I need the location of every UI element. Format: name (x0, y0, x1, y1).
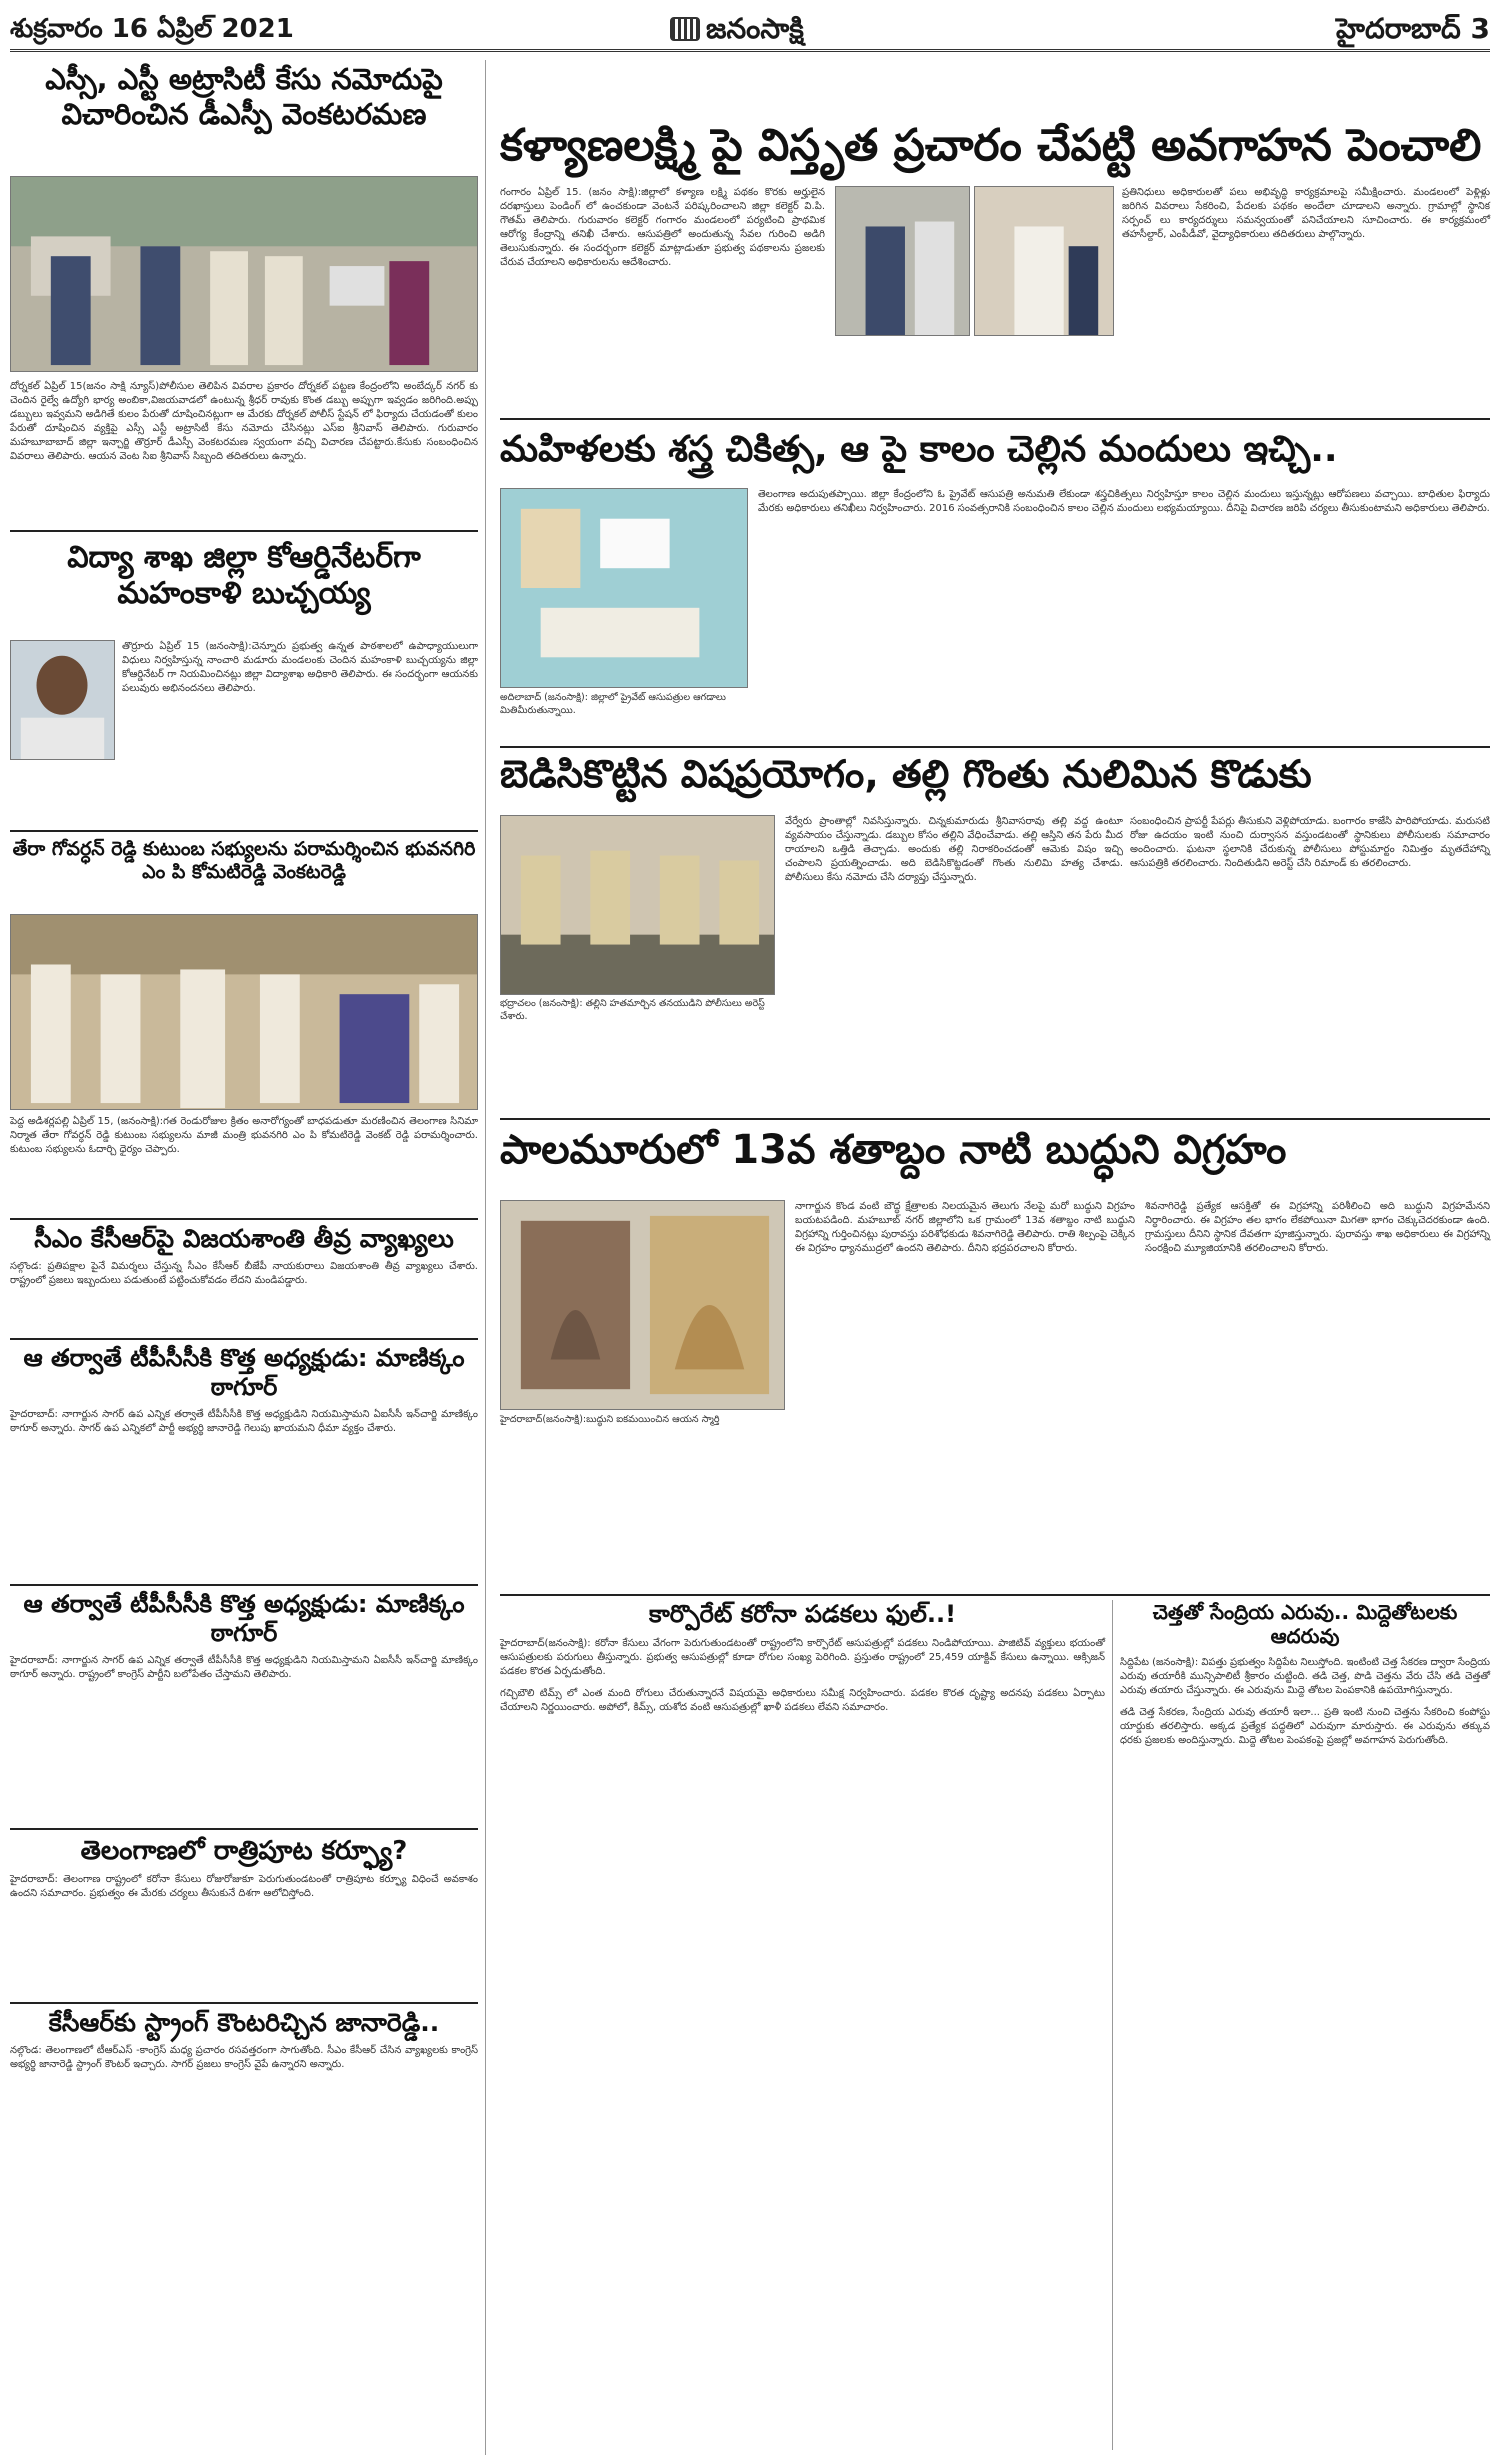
sc-st-headline: ఎస్సీ, ఎస్టీ అట్రాసిటీ కేసు నమోదుపై విచారించిన డీఎస్పీ వెంకటరమణ (45, 62, 443, 131)
article-vijayashanti (10, 1224, 478, 1288)
buddha-headline: పాలమూరులో 13వ శతాబ్దం నాటి బుద్ధుని విగ్రహం (500, 1127, 1287, 1173)
police-press-photo (500, 815, 775, 995)
article-vishaprayogam (500, 752, 1490, 798)
newspaper-logo (670, 12, 804, 52)
chettu-headline: చెత్తతో సేంద్రియ ఎరువు.. మిద్దెతోటలకు ఆదరువు (1152, 1600, 1458, 1648)
article-sc-st (10, 62, 478, 132)
vijayashanti-headline: సీఎం కేసీఆర్‌పై విజయశాంతి తీవ్ర వ్యాఖ్యలు (34, 1224, 454, 1253)
column-divider (485, 60, 486, 2455)
buchaiah-portrait (10, 640, 115, 760)
tpcc-1-body: హైదరాబాద్: నాగార్జున సాగర్ ఉప ఎన్నిక తర్వాతే టీపీసీసీకి కొత్త అధ్యక్షుడిని నియమిస్తామని ఏఐసీసీ ఇన్‌చార్జి మాణిక్కం ఠాగూర్ అన్నారు. సాగర్ ఉప ఎన్నికలో పార్టీ అభ్యర్థి జానారెడ్డి గెలుపు ఖాయమని ధీమా వ్యక్తం చేశారు. (10, 1408, 478, 1434)
separator (500, 1594, 1490, 1596)
vishaprayogam-body: వేర్వేరు ప్రాంతాల్లో నివసిస్తున్నారు. చిన్నకుమారుడు శ్రీనివాసరావు తల్లి వద్ద ఉంటూ వ్యవసాయం చేస్తున్నాడు. డబ్బుల కోసం తల్లిని వేధించేవాడు. తల్లి ఆస్తిని తన పేరు మీద రాయాలని ఒత్తిడి తెచ్చాడు. అందుకు తల్లి నిరాకరించడంతో ఆమెకు విషం ఇచ్చి చంపాలని ప్రయత్నించాడు. అది బెడిసికొట్టడంతో గొంతు నులిమి హత్య చేశాడు. పోలీసులు కేసు నమోదు చేసి దర్యాప్తు చేస్తున్నారు. (785, 816, 1123, 883)
article-mahilalu (500, 428, 1490, 471)
buddha-body: నాగార్జున కొండ వంటి బౌద్ధ క్షేత్రాలకు నిలయమైన తెలుగు నేలపై మరో బుద్ధుని విగ్రహం బయటపడింది. మహబూబ్ నగర్ జిల్లాలోని ఒక గ్రామంలో 13వ శతాబ్దం నాటి బుద్ధుని విగ్రహాన్ని గుర్తించినట్లు పురావస్తు పరిశోధకుడు శివనాగిరెడ్డి తెలిపారు. రాతి శిల్పంపై చెక్కిన ఈ విగ్రహం ధ్యానముద్రలో ఉందని తెలిపారు. దీనిని భద్రపరచాలని కోరారు. (795, 1201, 1135, 1254)
newspaper-name: జనంసాక్షి (706, 12, 804, 45)
tpcc-2-headline: ఆ తర్వాతే టీపీసీసీకి కొత్త అధ్యక్షుడు: మాణిక్కం ఠాగూర్ (23, 1590, 465, 1647)
article-buchaiah (10, 540, 478, 612)
collector-photo-1 (835, 186, 970, 336)
komatireddy-body: పెద్ద అడిశర్లపల్లి ఏప్రిల్ 15, (జనంసాక్షి):గత రెండురోజుల క్రితం అనారోగ్యంతో బాధపడుతూ మరణించిన తెలంగాణ సినిమా నిర్మాత తేరా గోవర్ధన్ రెడ్డి కుటుంబ సభ్యులను మాజీ మంత్రి భువనగిరి ఎం పి కోమటిరెడ్డి వెంకట్ రెడ్డి పరామర్శించారు. కుటుంబ సభ్యులను ఓదార్చి ధైర్యం చెప్పారు. (10, 1116, 478, 1155)
article-curfew (10, 1836, 478, 1901)
vishaprayogam-body-2: సంబంధించిన ప్రాపర్టీ పేపర్లు తీసుకుని వెళ్లిపోయాడు. బంగారం కాజేసి పారిపోయాడు. మరుసటి రోజు ఉదయం ఇంటి నుంచి దుర్వాసన వస్తుండటంతో స్థానికులు పోలీసులకు సమాచారం అందించారు. ఘటనా స్థలానికి చేరుకున్న పోలీసులు పోస్టుమార్టం నిమిత్తం మృతదేహాన్ని ఆసుపత్రికి తరలించారు. నిందితుడిని అరెస్ట్ చేసి రిమాండ్ కు తరలించారు. (1130, 816, 1490, 869)
sc-st-body: దోర్నకల్ ఏప్రిల్ 15(జనం సాక్షి న్యూస్)పోలీసుల తెలిపిన వివరాల ప్రకారం దోర్నకల్ పట్టణ కేంద్రంలోని అంబేద్కర్ నగర్ కు చెందిన రైల్వే ఉద్యోగి భార్య అంబికా,విజయవాడలో ఉంటున్న శ్రీధర్ రావుకు కొంత డబ్బు అప్పుగా ఇవ్వడం జరిగింది.అప్పు డబ్బులు ఇవ్వమని అడిగితే కులం పేరుతో దూషించినట్లుగా ఆ మేరకు దోర్నకల్ పోలీస్ స్టేషన్ లో ఫిర్యాదు చేయడంతో కులం పేరుతో దూషించిన వ్యక్తిపై ఎస్సీ ఎస్టీ అట్రాసిటీ కేసు నమోదు చేసినట్లు ఎస్ఐ శ్రీనివాస్ తెలిపారు. గురువారం మహబూబాబాద్ జిల్లా ఇన్చార్జి తొర్రూర్ డీఎస్పీ వెంకటరమణ స్వయంగా వచ్చి విచారణ చేపట్టారు.కేసుకు సంబంధించిన వివరాలు తెలిపారు. ఆయన వెంట సిఐ శ్రీనివాస్ సిబ్బంది తదితరులు ఉన్నారు. (10, 381, 478, 462)
issue-date: శుక్రవారం 16 ఏప్రిల్ 2021 (10, 14, 294, 44)
medicines-photo (500, 488, 748, 688)
masthead (10, 8, 1490, 52)
mahilalu-caption: అదిలాబాద్ (జనంసాక్షి): జిల్లాలో ప్రైవేట్ ఆసుపత్రుల ఆగడాలు మితిమీరుతున్నాయి. (500, 692, 726, 716)
buchaiah-body: తొర్రూరు ఏప్రిల్ 15 (జనంసాక్షి):చెన్నూరు ప్రభుత్వ ఉన్నత పాఠశాలలో ఉపాధ్యాయులుగా విధులు నిర్వహిస్తున్న నాంచారి మడూరు మండలంకు చెందిన మహంకాళి బుచ్చయ్యను జిల్లా కోఆర్డినేటర్ గా నియమించినట్లు జిల్లా విద్యాశాఖ అధికారి తెలిపారు. ఈ సందర్భంగా ఆయనకు పలువురు అభినందనలు తెలిపారు. (122, 641, 478, 694)
police-photo (10, 176, 478, 372)
kalyanalakshmi-body: గంగారం ఏప్రిల్ 15. (జనం సాక్షి):జిల్లాలో కళ్యాణ లక్ష్మి పథకం కొరకు అర్హులైన దరఖాస్తులు పెండింగ్ లో ఉంచకుండా వెంటనే పరిష్కరించాలని జిల్లా కలెక్టర్ వి.పి. గౌతమ్ తెలిపారు. గురువారం కలెక్టర్ గంగారం మండలంలో పర్యటించి ప్రాథమిక ఆరోగ్య కేంద్రాన్ని తనిఖీ చేశారు. ఆసుపత్రిలో అందుతున్న సేవల గురించి అడిగి తెలుసుకున్నారు. ఈ సందర్భంగా కలెక్టర్ మాట్లాడుతూ ప్రభుత్వ పథకాలను ప్రజలకు చేరువ చేయాలని అధికారులను ఆదేశించారు. (500, 187, 825, 268)
collector-photo-2 (974, 186, 1114, 336)
tpcc-2-body: హైదరాబాద్: నాగార్జున సాగర్ ఉప ఎన్నిక తర్వాతే టీపీసీసీకి కొత్త అధ్యక్షుడిని నియమిస్తామని ఏఐసీసీ ఇన్‌చార్జి మాణిక్కం ఠాగూర్ అన్నారు. రాష్ట్రంలో కాంగ్రెస్ పార్టీని బలోపేతం చేస్తామని తెలిపారు. (10, 1654, 478, 1680)
separator (500, 746, 1490, 748)
article-tpcc-1 (10, 1344, 478, 1436)
article-komatireddy (10, 838, 478, 884)
mahilalu-headline: మహిళలకు శస్త్ర చికిత్స, ఆ పై కాలం చెల్లిన మందులు ఇచ్చి.. (500, 429, 1338, 470)
edition-name: హైదరాబాద్ (1336, 12, 1461, 45)
komatireddy-photo (10, 914, 478, 1110)
janareddy-body: నల్గొండ: తెలంగాణలో టీఆర్ఎస్ -కాంగ్రెస్ మధ్య ప్రచారం రసవత్తరంగా సాగుతోంది. సీఎం కేసీఆర్ చేసిన వ్యాఖ్యలకు కాంగ్రెస్ అభ్యర్థి జానారెడ్డి స్ట్రాంగ్ కౌంటర్ ఇచ్చారు. సాగర్ ప్రజలు కాంగ్రెస్ వైపే ఉన్నారని అన్నారు. (10, 2045, 478, 2070)
logo-icon (670, 17, 700, 41)
column-divider (1112, 1600, 1113, 2450)
separator (10, 2002, 478, 2004)
article-kalyanalakshmi (500, 120, 1490, 173)
buchaiah-headline: విద్యా శాఖ జిల్లా కోఆర్డినేటర్‌గా మహంకాళి బుచ్చయ్య (67, 540, 421, 611)
article-corporate (500, 1600, 1105, 1715)
edition-page (1336, 12, 1490, 52)
vijayashanti-body: సల్గొండ: ప్రతిపక్షాల పైనే విమర్శలు చేస్తున్న సీఎం కేసీఆర్ బీజేపీ నాయకురాలు విజయశాంతి తీవ్ర వ్యాఖ్యలు చేశారు. రాష్ట్రంలో ప్రజలు ఇబ్బందులు పడుతుంటే పట్టించుకోవడం లేదని మండిపడ్డారు. (10, 1261, 478, 1286)
article-chettu (1120, 1600, 1490, 1748)
curfew-body: హైదరాబాద్: తెలంగాణ రాష్ట్రంలో కరోనా కేసులు రోజురోజుకూ పెరుగుతుండటంతో రాత్రిపూట కర్ఫ్యూ విధించే అవకాశం ఉందని సమాచారం. ప్రభుత్వం ఈ మేరకు చర్యలు తీసుకునే దిశగా ఆలోచిస్తోంది. (10, 1874, 478, 1900)
chettu-body: సిద్దిపేట (జనంసాక్షి): విపత్తు ప్రభుత్వం సిద్దిపేట నిలుస్తోంది. ఇంటింటి చెత్త సేకరణ ద్వారా సేంద్రియ ఎరువు తయారీకి మున్సిపాలిటీ శ్రీకారం చుట్టింది. తడి చెత్త, పొడి చెత్తను వేరు చేసి తడి చెత్తతో ఎరువు తయారు చేస్తున్నారు. ఈ ఎరువును మిద్దె తోటల పెంపకానికి ఉపయోగిస్తున్నారు. (1120, 1657, 1490, 1696)
page-number: 3 (1470, 12, 1490, 45)
separator (500, 418, 1490, 420)
separator (10, 1584, 478, 1586)
article-tpcc-2 (10, 1590, 478, 1682)
separator (500, 1118, 1490, 1120)
kalyanalakshmi-headline: కళ్యాణలక్ష్మి పై విస్తృత ప్రచారం చేపట్టి అవగాహన పెంచాలి (500, 120, 1482, 171)
separator (10, 1338, 478, 1340)
vishaprayogam-headline: బెడిసికొట్టిన విషప్రయోగం, తల్లి గొంతు నులిమిన కొడుకు (500, 752, 1312, 796)
curfew-headline: తెలంగాణలో రాత్రిపూట కర్ఫ్యూ? (80, 1836, 408, 1866)
separator (10, 530, 478, 532)
separator (10, 1218, 478, 1220)
mahilalu-body: తెలంగాణ అదుపుతప్పాయి. జిల్లా కేంద్రంలోని ఓ ప్రైవేట్ ఆసుపత్రి అనుమతి లేకుండా శస్త్రచికిత్సలు నిర్వహిస్తూ కాలం చెల్లిన మందులు ఇస్తున్నట్లు ఆరోపణలు వచ్చాయి. బాధితుల ఫిర్యాదు మేరకు అధికారులు తనిఖీలు నిర్వహించారు. 2016 సంవత్సరానికి సంబంధించిన కాలం చెల్లిన మందులు లభ్యమయ్యాయి. దీనిపై విచారణ జరిపి చర్యలు తీసుకుంటామని అధికారులు తెలిపారు. (758, 489, 1490, 514)
tpcc-1-headline: ఆ తర్వాతే టీపీసీసీకి కొత్త అధ్యక్షుడు: మాణిక్కం ఠాగూర్ (23, 1344, 465, 1401)
vishaprayogam-caption: భద్రాచలం (జనంసాక్షి): తల్లిని హతమార్చిన తనయుడిని పోలీసులు అరెస్ట్ చేశారు. (500, 998, 765, 1022)
separator (10, 1828, 478, 1830)
corporate-headline: కార్పొరేట్ కరోనా పడకలు ఫుల్..! (648, 1600, 957, 1628)
buddha-statue-photo (500, 1200, 785, 1410)
buddha-caption: హైదరాబాద్(జనంసాక్షి):బుద్ధుని ఐకమయించిన ఆయన స్మార్తి (500, 1414, 720, 1425)
buddha-body-2: శివనాగిరెడ్డి ప్రత్యేక ఆసక్తితో ఈ విగ్రహాన్ని పరిశీలించి అది బుద్ధుని విగ్రహమేనని నిర్ధారించారు. ఈ విగ్రహం తల భాగం లేకపోయినా మిగతా భాగం చెక్కుచెదరకుండా ఉంది. గ్రామస్తులు దీనిని స్థానిక దేవతగా పూజిస్తున్నారు. పురావస్తు శాఖ అధికారులు ఈ విగ్రహాన్ని సంరక్షించి మ్యూజియానికి తరలించాలని కోరారు. (1145, 1201, 1490, 1254)
corporate-body: హైదరాబాద్(జనంసాక్షి): కరోనా కేసులు వేగంగా పెరుగుతుండటంతో రాష్ట్రంలోని కార్పొరేట్ ఆసుపత్రుల్లో పడకలు నిండిపోయాయి. పాజిటివ్ వ్యక్తులు భయంతో ఆసుపత్రులకు పరుగులు తీస్తున్నారు. ప్రభుత్వ ఆసుపత్రుల్లో కూడా రోగుల సంఖ్య పెరిగింది. ప్రస్తుతం రాష్ట్రంలో 25,459 యాక్టివ్ కేసులు ఉన్నాయి. ఆక్సిజన్ పడకల కొరత ఏర్పడుతోంది. (500, 1637, 1105, 1677)
article-buddha (500, 1126, 1490, 1174)
kalyanalakshmi-body-2: ప్రతినిధులు అధికారులతో పలు అభివృద్ధి కార్యక్రమాలపై సమీక్షించారు. మండలంలో పెళ్లిళ్లు జరిగిన వివరాలు సేకరించి, పేదలకు పథకం అందేలా చూడాలని అన్నారు. గ్రామాల్లో స్థానిక సర్పంచ్ లు కార్యదర్శులు సమన్వయంతో పనిచేయాలని సూచించారు. ఈ కార్యక్రమంలో తహసీల్దార్, ఎంపీడీవో, వైద్యాధికారులు తదితరులు పాల్గొన్నారు. (1122, 187, 1490, 240)
corporate-body-2: గచ్చిబౌలి టిమ్స్ లో ఎంత మంది రోగులు చేరుతున్నారనే విషయమై అధికారులు సమీక్ష నిర్వహించారు. పడకల కొరత దృష్ట్యా అదనపు పడకలు ఏర్పాటు చేయాలని నిర్ణయించారు. అపోలో, కిమ్స్, యశోద వంటి ఆసుపత్రుల్లో ఖాళీ పడకలు లేవని సమాచారం. (500, 1687, 1105, 1713)
komatireddy-headline: తేరా గోవర్ధన్ రెడ్డి కుటుంబ సభ్యులను పరామర్శించిన భువనగిరి ఎం పి కోమటిరెడ్డి వెంకటరెడ్డి (12, 838, 476, 883)
janareddy-headline: కేసీఆర్‌కు స్ట్రాంగ్ కౌంటరిచ్చిన జానారెడ్డి.. (48, 2008, 440, 2037)
article-janareddy (10, 2008, 478, 2072)
separator (10, 830, 478, 832)
chettu-body-2: తడి చెత్త సేకరణ, సేంద్రియ ఎరువు తయారీ ఇలా... ప్రతి ఇంటి నుంచి చెత్తను సేకరించి కంపోస్టు యార్డుకు తరలిస్తారు. అక్కడ ప్రత్యేక పద్ధతిలో ఎరువుగా మారుస్తారు. ఈ ఎరువును తక్కువ ధరకు ప్రజలకు అందిస్తున్నారు. మిద్దె తోటల పెంపకంపై ప్రజల్లో అవగాహన పెరుగుతోంది. (1120, 1707, 1490, 1746)
